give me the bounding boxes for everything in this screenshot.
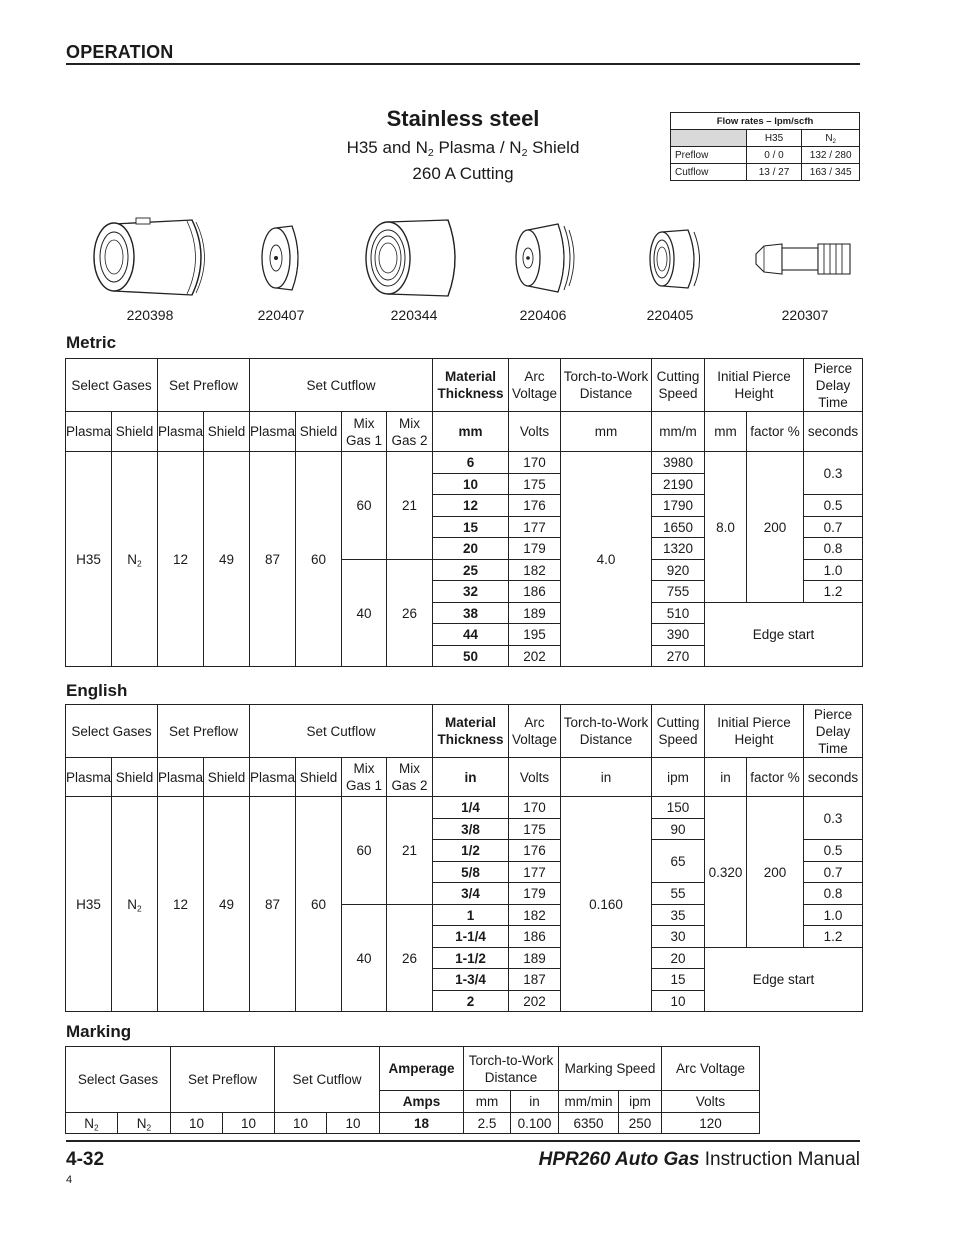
marking-speed-mm: 6350 [559, 1113, 619, 1134]
plasma-gas: H35 [66, 452, 112, 667]
unit-distance: in [561, 758, 652, 797]
top-rule [66, 63, 860, 65]
thickness-cell: 1-1/2 [433, 948, 509, 969]
hdr-torch-to-work: Torch-to-Work Distance [561, 359, 652, 412]
speed-cell: 1790 [652, 495, 705, 517]
unit-mix-gas-2: Mix Gas 2 [387, 412, 433, 452]
metric-cut-chart [65, 358, 863, 667]
unit-shield: Shield [296, 758, 342, 797]
unit-mm-min: mm/min [559, 1091, 619, 1113]
hdr-set-preflow: Set Preflow [171, 1047, 275, 1113]
speed-cell: 30 [652, 926, 705, 948]
hdr-set-preflow: Set Preflow [158, 705, 250, 758]
voltage-cell: 175 [509, 474, 561, 495]
hdr-arc-voltage: Arc Voltage [509, 705, 561, 758]
cutflow-plasma: 87 [250, 452, 296, 667]
thickness-cell: 3/8 [433, 819, 509, 840]
edge-start: Edge start [705, 948, 863, 1012]
hdr-select-gases: Select Gases [66, 1047, 171, 1113]
unit-thickness: in [433, 758, 509, 797]
flow-row-label: Preflow [671, 147, 747, 164]
unit-mix-gas-1: Mix Gas 1 [342, 758, 387, 797]
flow-rates-title: Flow rates – lpm/scfh [671, 113, 860, 130]
speed-cell: 20 [652, 948, 705, 969]
thickness-cell: 15 [433, 517, 509, 538]
thickness-cell: 50 [433, 646, 509, 667]
thickness-cell: 6 [433, 452, 509, 474]
thickness-cell: 20 [433, 538, 509, 560]
thickness-cell: 1-1/4 [433, 926, 509, 948]
hdr-arc-voltage: Arc Voltage [662, 1047, 760, 1091]
bottom-rule [66, 1140, 860, 1142]
mix-gas-2: 21 [387, 797, 433, 905]
hdr-cutting-speed: Cutting Speed [652, 705, 705, 758]
delay-cell: 0.5 [804, 495, 863, 517]
unit-plasma: Plasma [66, 758, 112, 797]
delay-cell: 0.7 [804, 862, 863, 883]
edge-start: Edge start [705, 603, 863, 667]
speed-cell: 920 [652, 560, 705, 581]
pierce-factor: 200 [747, 797, 804, 948]
marking-preflow-shield: 10 [223, 1113, 275, 1134]
voltage-cell: 186 [509, 926, 561, 948]
hdr-initial-pierce: Initial Pierce Height [705, 359, 804, 412]
voltage-cell: 189 [509, 948, 561, 969]
flow-cell: 132 / 280 [802, 147, 860, 164]
hdr-set-preflow: Set Preflow [158, 359, 250, 412]
pierce-height: 0.320 [705, 797, 747, 948]
delay-cell: 1.0 [804, 905, 863, 926]
voltage-cell: 170 [509, 797, 561, 819]
preflow-plasma: 12 [158, 797, 204, 1012]
unit-speed: ipm [652, 758, 705, 797]
unit-plasma: Plasma [66, 412, 112, 452]
metric-heading: Metric [66, 333, 117, 352]
speed-cell: 390 [652, 624, 705, 646]
voltage-cell: 202 [509, 646, 561, 667]
thickness-cell: 12 [433, 495, 509, 517]
swirl-ring-illustration [642, 210, 712, 305]
flow-rates-table [670, 112, 860, 181]
voltage-cell: 175 [509, 819, 561, 840]
hdr-torch-to-work: Torch-to-Work Distance [464, 1047, 559, 1091]
voltage-cell: 179 [509, 538, 561, 560]
plasma-gas: H35 [66, 797, 112, 1012]
part-number: 220398 [126, 307, 174, 323]
unit-pierce-height: mm [705, 412, 747, 452]
hdr-set-cutflow: Set Cutflow [275, 1047, 380, 1113]
voltage-cell: 195 [509, 624, 561, 646]
voltage-cell: 186 [509, 581, 561, 603]
shield-gas: $N_2$ [112, 452, 158, 667]
voltage-cell: 176 [509, 495, 561, 517]
speed-cell: 150 [652, 797, 705, 819]
mix-gas-2: 26 [387, 560, 433, 667]
unit-plasma: Plasma [158, 412, 204, 452]
part-number: 220407 [257, 307, 305, 323]
voltage-cell: 179 [509, 883, 561, 905]
thickness-cell: 32 [433, 581, 509, 603]
unit-shield: Shield [296, 412, 342, 452]
thickness-cell: 44 [433, 624, 509, 646]
unit-seconds: seconds [804, 758, 863, 797]
manual-title: HPR260 Auto Gas Instruction Manual [538, 1149, 860, 1170]
unit-ipm: ipm [619, 1091, 662, 1113]
speed-cell: 3980 [652, 452, 705, 474]
delay-cell: 1.0 [804, 560, 863, 581]
voltage-cell: 182 [509, 560, 561, 581]
part-number: 220405 [646, 307, 694, 323]
voltage-cell: 187 [509, 969, 561, 991]
unit-shield: Shield [204, 758, 250, 797]
speed-cell: 2190 [652, 474, 705, 495]
speed-cell: 35 [652, 905, 705, 926]
unit-pierce-height: in [705, 758, 747, 797]
hdr-cutting-speed: Cutting Speed [652, 359, 705, 412]
delay-cell: 1.2 [804, 581, 863, 603]
mix-gas-2: 26 [387, 905, 433, 1012]
marking-distance-mm: 2.5 [464, 1113, 511, 1134]
speed-cell: 15 [652, 969, 705, 991]
hdr-arc-voltage: Arc Voltage [509, 359, 561, 412]
voltage-cell: 177 [509, 517, 561, 538]
speed-cell: 55 [652, 883, 705, 905]
torch-distance: 4.0 [561, 452, 652, 667]
marking-cutflow-shield: 10 [327, 1113, 380, 1134]
voltage-cell: 177 [509, 862, 561, 883]
marking-heading: Marking [66, 1022, 132, 1041]
shield-illustration [254, 210, 314, 305]
speed-cell: 90 [652, 819, 705, 840]
speed-cell: 1650 [652, 517, 705, 538]
marking-chart [65, 1046, 760, 1134]
hdr-material-thickness: Material Thickness [433, 705, 509, 758]
speed-cell: 65 [652, 840, 705, 883]
unit-plasma: Plasma [250, 412, 296, 452]
delay-cell: 0.3 [804, 452, 863, 495]
hdr-amperage: Amperage [380, 1047, 464, 1091]
preflow-plasma: 12 [158, 452, 204, 667]
hdr-marking-speed: Marking Speed [559, 1047, 662, 1091]
marking-speed-ipm: 250 [619, 1113, 662, 1134]
unit-factor: factor % [747, 758, 804, 797]
speed-cell: 755 [652, 581, 705, 603]
preflow-shield: 49 [204, 452, 250, 667]
mix-gas-1: 40 [342, 560, 387, 667]
product-name: HPR260 Auto Gas [538, 1149, 700, 1170]
shield-gas: $N_2$ [112, 797, 158, 1012]
section-heading: OPERATION [66, 42, 174, 62]
unit-seconds: seconds [804, 412, 863, 452]
voltage-cell: 176 [509, 840, 561, 862]
voltage-cell: 182 [509, 905, 561, 926]
torch-distance: 0.160 [561, 797, 652, 1012]
speed-cell: 270 [652, 646, 705, 667]
mix-gas-1: 60 [342, 797, 387, 905]
delay-cell: 0.8 [804, 538, 863, 560]
marking-volts: 120 [662, 1113, 760, 1134]
thickness-cell: 1-3/4 [433, 969, 509, 991]
shield-cap-illustration [92, 210, 212, 305]
flow-cell: 0 / 0 [746, 147, 802, 164]
flow-col-n2: $N_2$ [802, 130, 860, 147]
delay-cell: 0.5 [804, 840, 863, 862]
thickness-cell: 25 [433, 560, 509, 581]
retaining-cap-illustration [362, 210, 466, 305]
cutflow-shield: 60 [296, 797, 342, 1012]
unit-plasma: Plasma [158, 758, 204, 797]
english-heading: English [66, 681, 128, 700]
marking-gas-shield: $N_2$ [118, 1113, 171, 1134]
footer-small-number: 4 [66, 1174, 73, 1186]
thickness-cell: 10 [433, 474, 509, 495]
unit-volts: Volts [509, 758, 561, 797]
voltage-cell: 202 [509, 991, 561, 1012]
english-cut-chart [65, 704, 863, 1012]
electrode-illustration [752, 210, 856, 305]
thickness-cell: 38 [433, 603, 509, 624]
delay-cell: 0.7 [804, 517, 863, 538]
preflow-shield: 49 [204, 797, 250, 1012]
unit-distance: mm [561, 412, 652, 452]
speed-cell: 10 [652, 991, 705, 1012]
flow-blank [671, 130, 747, 147]
voltage-cell: 170 [509, 452, 561, 474]
mix-gas-1: 40 [342, 905, 387, 1012]
page-title: Stainless steel [386, 106, 540, 131]
unit-volts: Volts [662, 1091, 760, 1113]
delay-cell: 0.8 [804, 883, 863, 905]
hdr-pierce-delay: Pierce Delay Time [804, 359, 863, 412]
thickness-cell: 2 [433, 991, 509, 1012]
unit-plasma: Plasma [250, 758, 296, 797]
thickness-cell: 1 [433, 905, 509, 926]
unit-thickness: mm [433, 412, 509, 452]
subtitle-amperage: 260 A Cutting [412, 164, 514, 183]
part-number: 220344 [390, 307, 438, 323]
marking-gas-plasma: $N_2$ [66, 1113, 118, 1134]
hdr-set-cutflow: Set Cutflow [250, 705, 433, 758]
consumables-row [66, 210, 860, 330]
voltage-cell: 189 [509, 603, 561, 624]
delay-cell: 0.3 [804, 797, 863, 840]
part-number: 220406 [519, 307, 567, 323]
hdr-initial-pierce: Initial Pierce Height [705, 705, 804, 758]
subtitle-gases: H35 and $N_2$ Plasma / $N_2$ Shield [346, 138, 580, 160]
hdr-material-thickness: Material Thickness [433, 359, 509, 412]
unit-amps: Amps [380, 1091, 464, 1113]
flow-cell: 163 / 345 [802, 164, 860, 181]
pierce-height: 8.0 [705, 452, 747, 603]
unit-shield: Shield [112, 758, 158, 797]
unit-shield: Shield [204, 412, 250, 452]
flow-col-h35: H35 [746, 130, 802, 147]
cutflow-shield: 60 [296, 452, 342, 667]
thickness-cell: 1/2 [433, 840, 509, 862]
unit-volts: Volts [509, 412, 561, 452]
page-number: 4-32 [66, 1149, 105, 1170]
unit-speed: mm/m [652, 412, 705, 452]
pierce-factor: 200 [747, 452, 804, 603]
unit-factor: factor % [747, 412, 804, 452]
speed-cell: 510 [652, 603, 705, 624]
hdr-select-gases: Select Gases [66, 705, 158, 758]
flow-cell: 13 / 27 [746, 164, 802, 181]
marking-amps: 18 [380, 1113, 464, 1134]
speed-cell: 1320 [652, 538, 705, 560]
marking-preflow-plasma: 10 [171, 1113, 223, 1134]
unit-mix-gas-2: Mix Gas 2 [387, 758, 433, 797]
marking-cutflow-plasma: 10 [275, 1113, 327, 1134]
hdr-select-gases: Select Gases [66, 359, 158, 412]
part-number: 220307 [781, 307, 829, 323]
flow-row-label: Cutflow [671, 164, 747, 181]
thickness-cell: 3/4 [433, 883, 509, 905]
mix-gas-2: 21 [387, 452, 433, 560]
thickness-cell: 1/4 [433, 797, 509, 819]
nozzle-illustration [506, 210, 586, 305]
cutflow-plasma: 87 [250, 797, 296, 1012]
unit-mm: mm [464, 1091, 511, 1113]
unit-in: in [511, 1091, 559, 1113]
marking-distance-in: 0.100 [511, 1113, 559, 1134]
mix-gas-1: 60 [342, 452, 387, 560]
unit-mix-gas-1: Mix Gas 1 [342, 412, 387, 452]
thickness-cell: 5/8 [433, 862, 509, 883]
delay-cell: 1.2 [804, 926, 863, 948]
hdr-pierce-delay: Pierce Delay Time [804, 705, 863, 758]
hdr-torch-to-work: Torch-to-Work Distance [561, 705, 652, 758]
hdr-set-cutflow: Set Cutflow [250, 359, 433, 412]
unit-shield: Shield [112, 412, 158, 452]
